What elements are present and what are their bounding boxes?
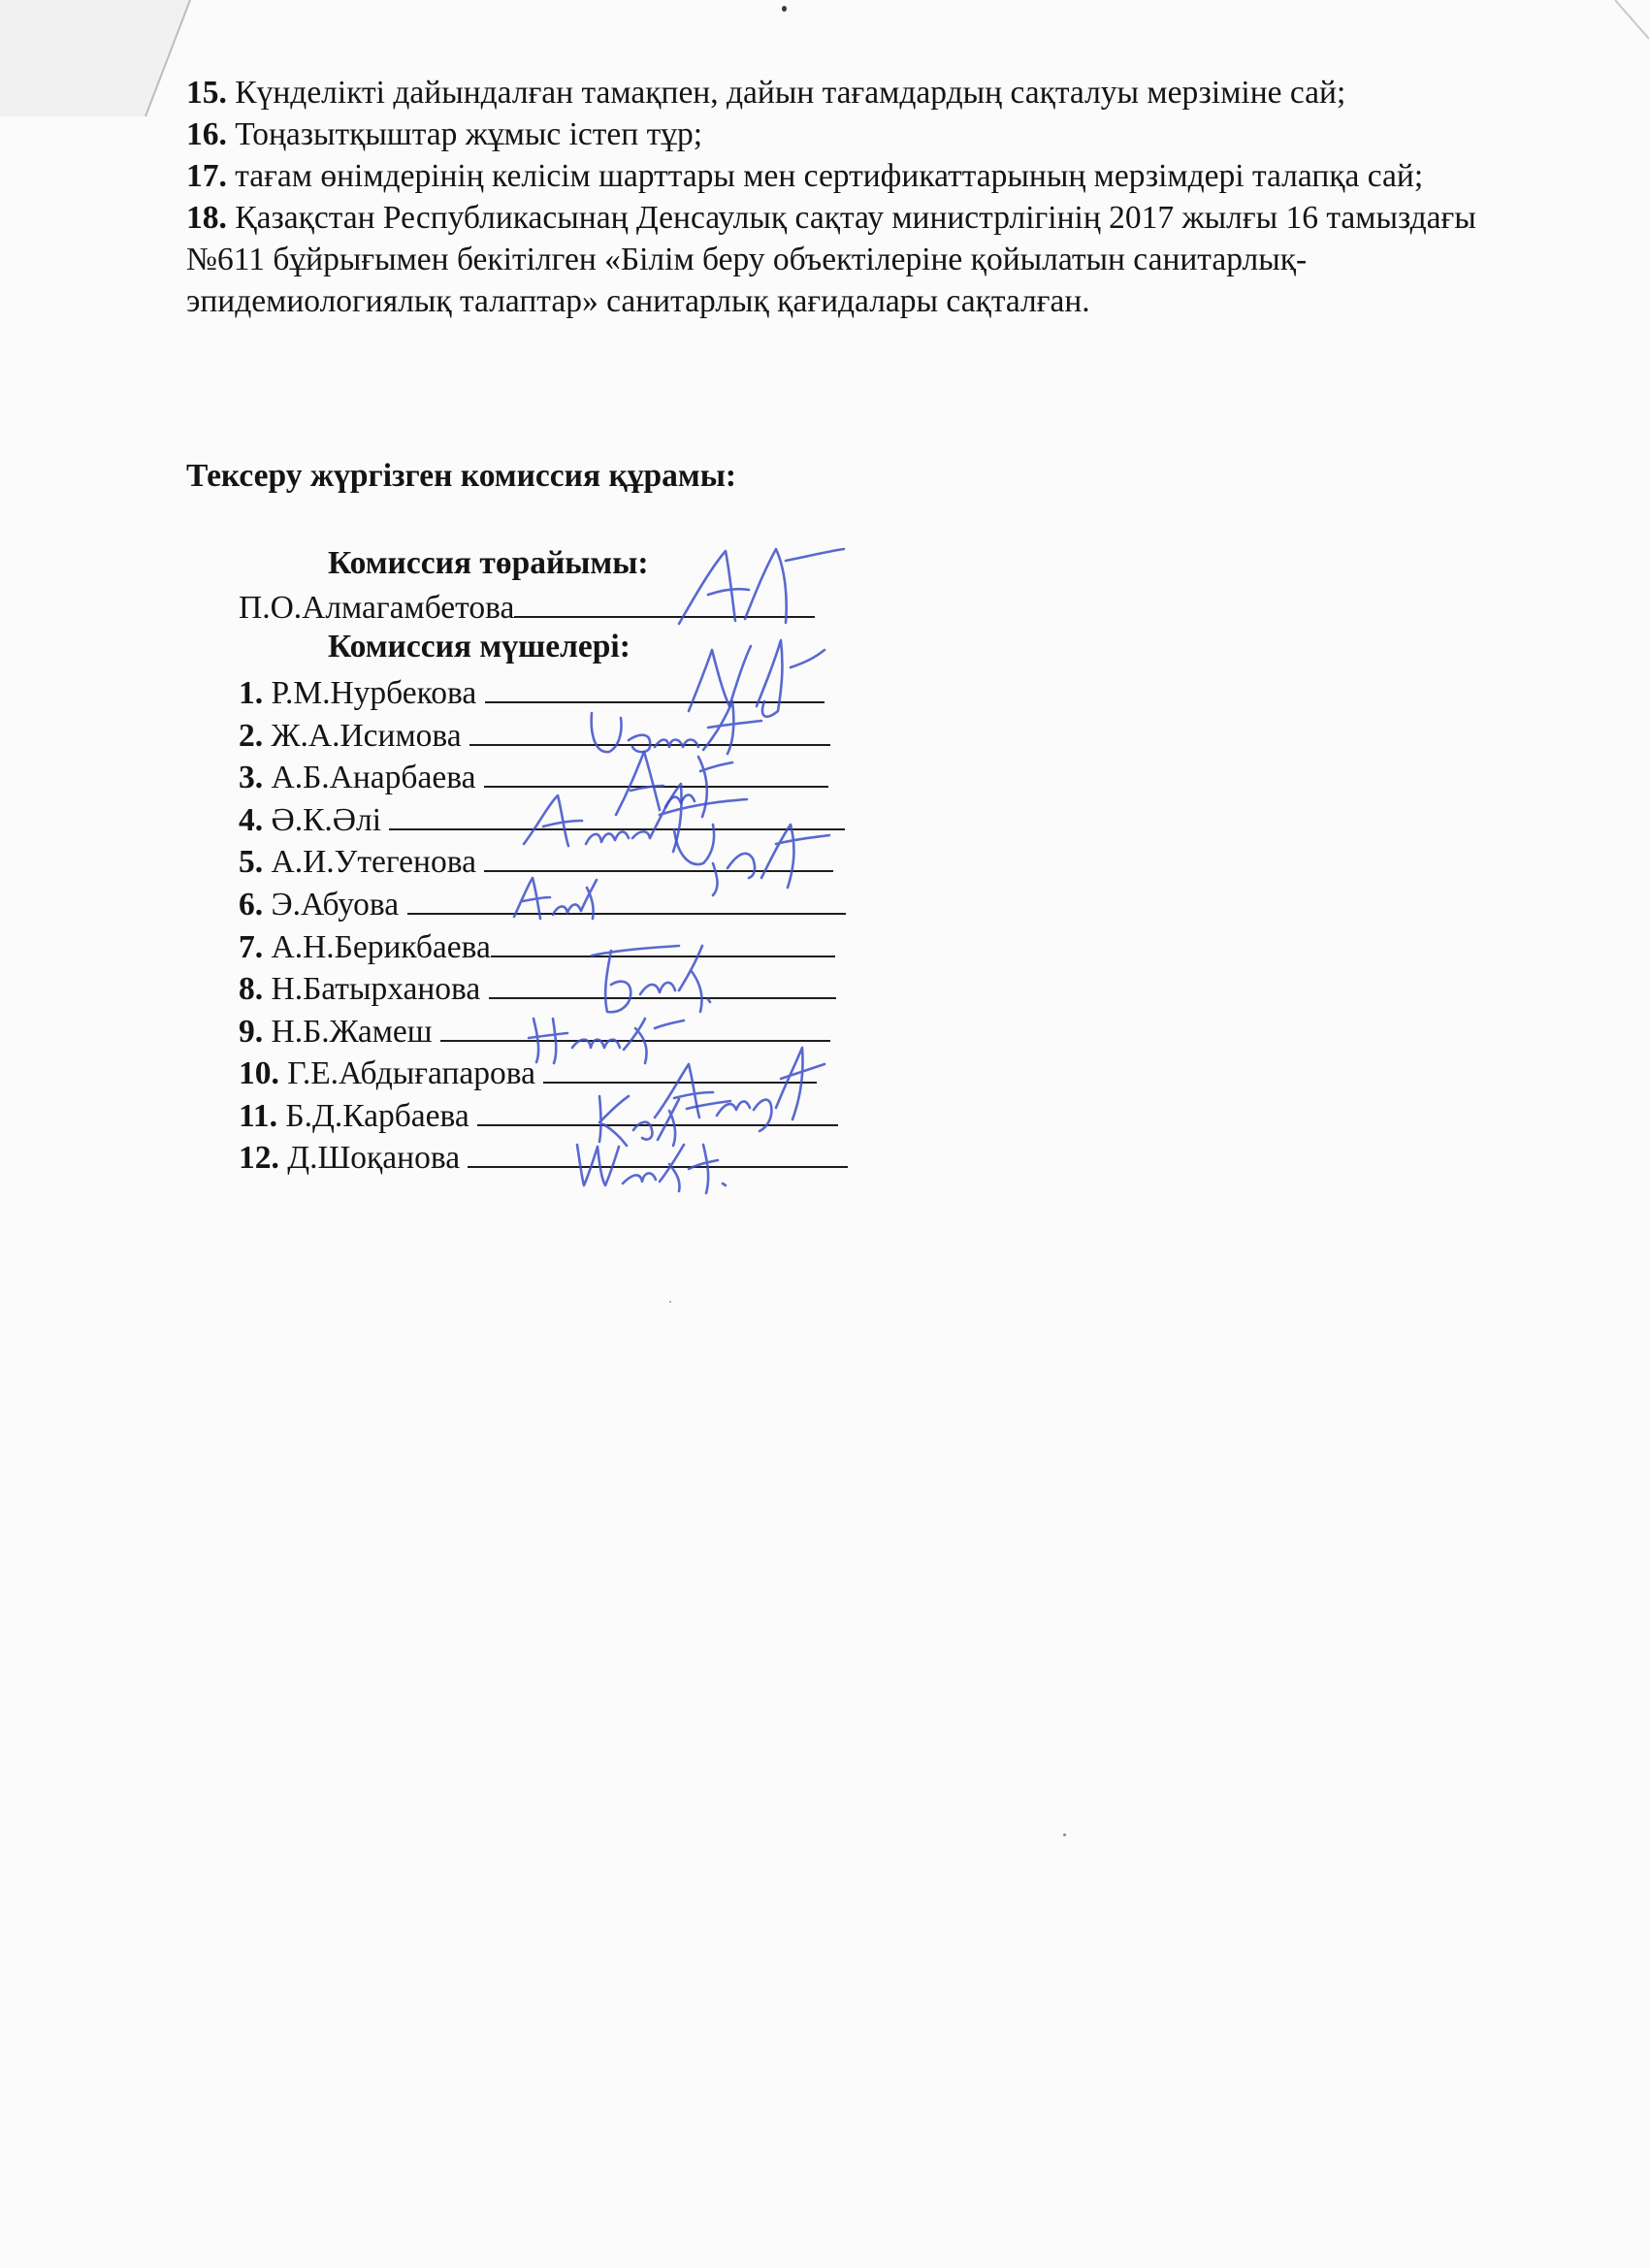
- member-name: Ж.А.Исимова: [271, 718, 462, 754]
- item-text: Қазақстан Республикасынаң Денсаулық сақтау министрлігінің 2017 жылғы 16 тамыздағы №611 бұйрығымен бекітілген «Білім беру объектілеріне қойылатын санитарлық-эпидемиологиялық талаптар» санитарлық қағидалары сақталған.: [186, 200, 1476, 319]
- checklist: [186, 72, 1525, 322]
- member-signature: [500, 868, 606, 926]
- members-title: Комиссия мүшелері:: [328, 629, 630, 664]
- member-signature: [660, 810, 834, 897]
- member-name: Б.Д.Карбаева: [285, 1098, 469, 1134]
- member-name: Д.Шоқанова: [287, 1140, 461, 1176]
- item-text: Тоңазытқыштар жұмыс істеп тұр;: [235, 116, 703, 152]
- member-number: 10.: [239, 1055, 279, 1091]
- member-name: А.Б.Анарбаева: [271, 760, 476, 795]
- member-number: 8.: [239, 971, 264, 1007]
- item-number: 15.: [186, 75, 227, 111]
- chair-signature: [640, 532, 854, 638]
- checklist-item-17: [186, 155, 1457, 197]
- member-number: 12.: [239, 1140, 279, 1176]
- member-name: Р.М.Нурбекова: [271, 675, 477, 711]
- chair-title: Комиссия төрайымы:: [328, 545, 649, 581]
- member-name: Н.Б.Жамеш: [271, 1014, 433, 1050]
- chair-name: П.О.Алмагамбетова: [239, 590, 515, 626]
- scan-speck: [669, 1301, 671, 1303]
- member-number: 5.: [239, 844, 264, 880]
- member-number: 6.: [239, 887, 264, 923]
- checklist-item-15: [186, 72, 1525, 113]
- scan-speck: [782, 6, 787, 12]
- member-number: 2.: [239, 718, 264, 754]
- member-name: Г.Е.Абдығапарова: [287, 1055, 536, 1091]
- member-name: А.Н.Берикбаева: [271, 929, 491, 965]
- member-number: 1.: [239, 675, 264, 711]
- member-number: 7.: [239, 929, 264, 965]
- member-number: 9.: [239, 1014, 264, 1050]
- item-number: 16.: [186, 116, 227, 152]
- member-signature: [563, 1125, 747, 1198]
- item-text: тағам өнімдерінің келісім шарттары мен сертификаттарының мерзімдері талапқа сай;: [235, 158, 1424, 194]
- member-name: А.И.Утегенова: [271, 844, 476, 880]
- member-row: [239, 926, 835, 967]
- scan-speck: [1063, 1833, 1066, 1836]
- member-name: Ә.К.Әлі: [271, 802, 382, 838]
- item-number: 18.: [186, 200, 227, 236]
- member-number: 3.: [239, 760, 264, 795]
- member-number: 4.: [239, 802, 264, 838]
- member-number: 11.: [239, 1098, 278, 1134]
- checklist-item-18: [186, 197, 1505, 322]
- member-name: Э.Абуова: [271, 887, 400, 923]
- checklist-item-16: [186, 113, 1525, 155]
- commission-heading: Тексеру жүргізген комиссия құрамы:: [186, 458, 737, 494]
- member-name: Н.Батырханова: [271, 971, 481, 1007]
- item-text: Күнделікті дайындалған тамақпен, дайын тағамдардың сақталуы мерзіміне сай;: [235, 75, 1346, 111]
- member-row: [239, 1137, 848, 1178]
- item-number: 17.: [186, 158, 227, 194]
